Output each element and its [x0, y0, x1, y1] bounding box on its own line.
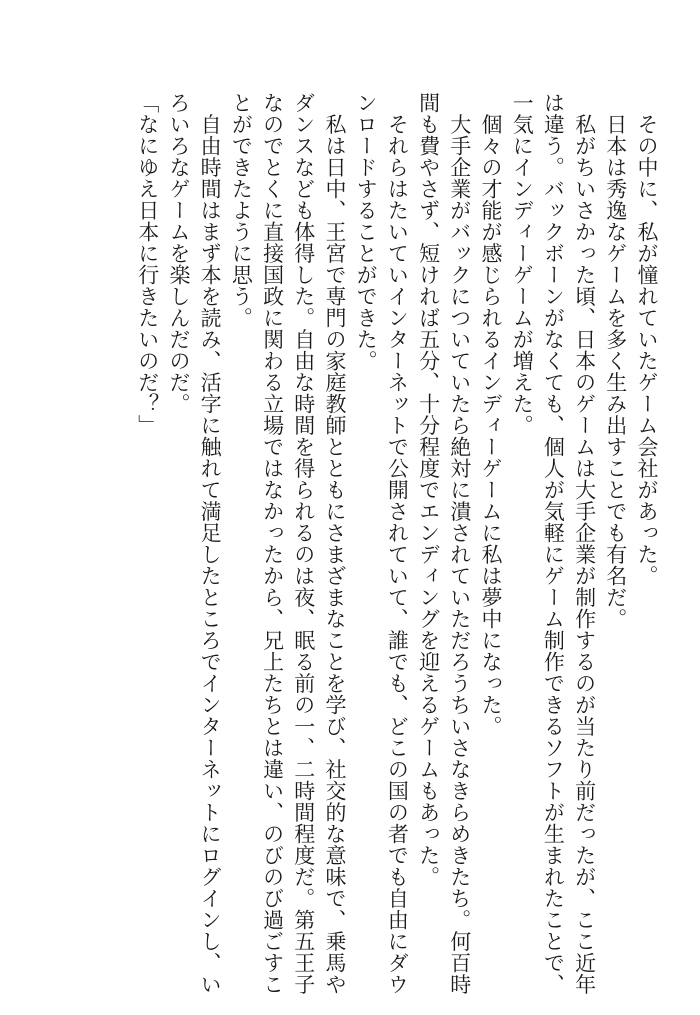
- text-line: 「なにゆえ日本に行きたいのだ？」: [135, 92, 160, 436]
- text-line: それらはたいていインターネットで公開されていて、誰でも、どこの国の者でも自由にダウ: [385, 92, 410, 995]
- text-line: 間も費やさず、短ければ五分、十分程度でエンディングを迎えるゲームもあった。: [416, 92, 441, 888]
- text-line: なのでとくに直接国政に関わる立場ではなかったから、兄上たちとは違い、のびのび過ごすこ: [260, 92, 285, 995]
- text-line: ンロードすることができた。: [354, 92, 379, 372]
- text-line: 私は日中、王宮で専門の家庭教師とともにさまざまなことを学び、社交的な意味で、乗馬や: [322, 92, 347, 995]
- text-line: 自由時間はまず本を読み、活字に触れて満足したところでインターネットにログインし、い: [198, 92, 223, 995]
- text-line: 大手企業がバックについていたら絶対に潰されていただろうちいさなきらめきたち。何百時: [447, 92, 472, 995]
- text-line: 個々の才能が感じられるインディーゲームに私は夢中になった。: [478, 92, 503, 737]
- vertical-text-block: [132, 92, 662, 995]
- text-line: は違う。バックボーンがなくても、個人が気軽にゲーム制作できるソフトが生まれたことで、: [541, 92, 566, 995]
- text-line: ろいろなゲームを楽しんだのだ。: [166, 92, 191, 415]
- text-line: 日本は秀逸なゲームを多く生み出すことでも有名だ。: [603, 92, 628, 630]
- text-line: 一気にインディーゲームが増えた。: [510, 92, 535, 436]
- text-line: とができたように思う。: [229, 92, 254, 329]
- text-line: 私がちいさかった頃、日本のゲームは大手企業が制作するのが当たり前だったが、ここ近年: [572, 92, 597, 995]
- text-line: ダンスなども体得した。自由な時間を得られるのは夜、眠る前の一、二時間程度だ。第五王子: [291, 92, 316, 995]
- text-line: その中に、私が憧れていたゲーム会社があった。: [635, 92, 659, 587]
